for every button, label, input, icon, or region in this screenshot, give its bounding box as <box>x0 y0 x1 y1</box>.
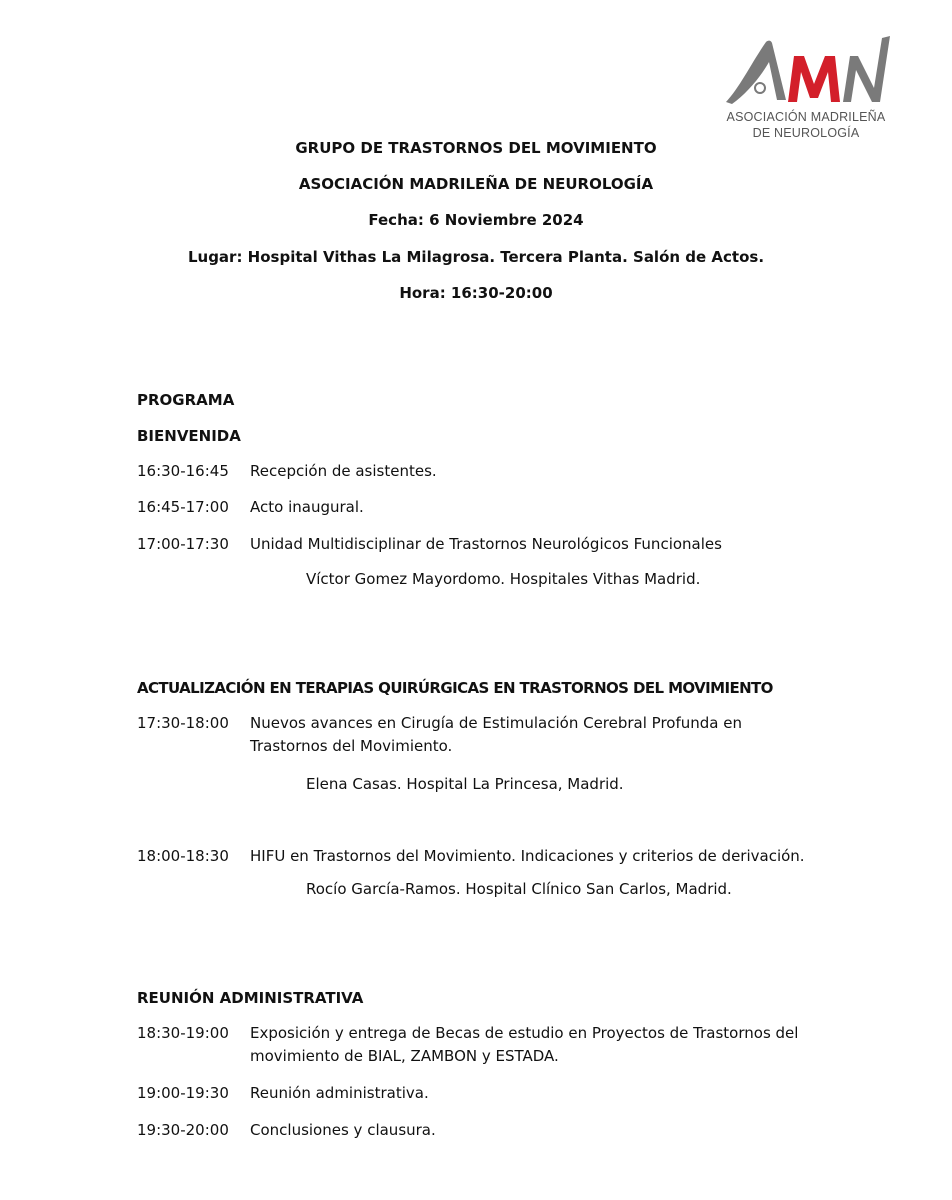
schedule-time: 18:00-18:30 <box>137 847 229 865</box>
amn-logo-mark <box>722 32 892 112</box>
schedule-time: 16:45-17:00 <box>137 498 229 516</box>
logo-text-line2: DE NEUROLOGÍA <box>752 126 860 140</box>
schedule-description: Recepción de asistentes. <box>250 462 437 480</box>
header-association: ASOCIACIÓN MADRILEÑA DE NEUROLOGÍA <box>298 175 654 193</box>
schedule-time: 17:00-17:30 <box>137 535 229 553</box>
schedule-description: HIFU en Trastornos del Movimiento. Indicaciones y criterios de derivación. <box>250 847 805 865</box>
schedule-time: 16:30-16:45 <box>137 462 229 480</box>
programa-heading: PROGRAMA <box>137 391 235 409</box>
schedule-description-line2: movimiento de BIAL, ZAMBON y ESTADA. <box>250 1047 559 1065</box>
schedule-time: 17:30-18:00 <box>137 714 229 732</box>
bienvenida-heading: BIENVENIDA <box>137 427 241 445</box>
speaker: Elena Casas. Hospital La Princesa, Madrid. <box>306 775 624 793</box>
amn-logo <box>722 32 922 152</box>
logo-text-line1: ASOCIACIÓN MADRILEÑA <box>726 110 886 124</box>
header-location: Lugar: Hospital Vithas La Milagrosa. Tercera Planta. Salón de Actos. <box>187 248 765 266</box>
schedule-time: 18:30-19:00 <box>137 1024 229 1042</box>
schedule-description: Unidad Multidisciplinar de Trastornos Neurológicos Funcionales <box>250 535 722 553</box>
schedule-description-line2: Trastornos del Movimiento. <box>250 737 453 755</box>
header-time: Hora: 16:30-20:00 <box>399 284 553 302</box>
schedule-description: Reunión administrativa. <box>250 1084 429 1102</box>
header-group-title: GRUPO DE TRASTORNOS DEL MOVIMIENTO <box>295 139 657 157</box>
reunion-heading: REUNIÓN ADMINISTRATIVA <box>137 989 364 1007</box>
schedule-description: Conclusiones y clausura. <box>250 1121 436 1139</box>
speaker: Víctor Gomez Mayordomo. Hospitales Vithas Madrid. <box>306 570 701 588</box>
schedule-time: 19:30-20:00 <box>137 1121 229 1139</box>
header-date: Fecha: 6 Noviembre 2024 <box>368 211 584 229</box>
schedule-description: Acto inaugural. <box>250 498 364 516</box>
schedule-description-line1: Exposición y entrega de Becas de estudio en Proyectos de Trastornos del <box>250 1024 799 1042</box>
schedule-description-line1: Nuevos avances en Cirugía de Estimulación Cerebral Profunda en <box>250 714 742 732</box>
speaker: Rocío García-Ramos. Hospital Clínico San Carlos, Madrid. <box>306 880 732 898</box>
actualizacion-heading: ACTUALIZACIÓN EN TERAPIAS QUIRÚRGICAS EN TRASTORNOS DEL MOVIMIENTO <box>137 679 773 697</box>
schedule-time: 19:00-19:30 <box>137 1084 229 1102</box>
